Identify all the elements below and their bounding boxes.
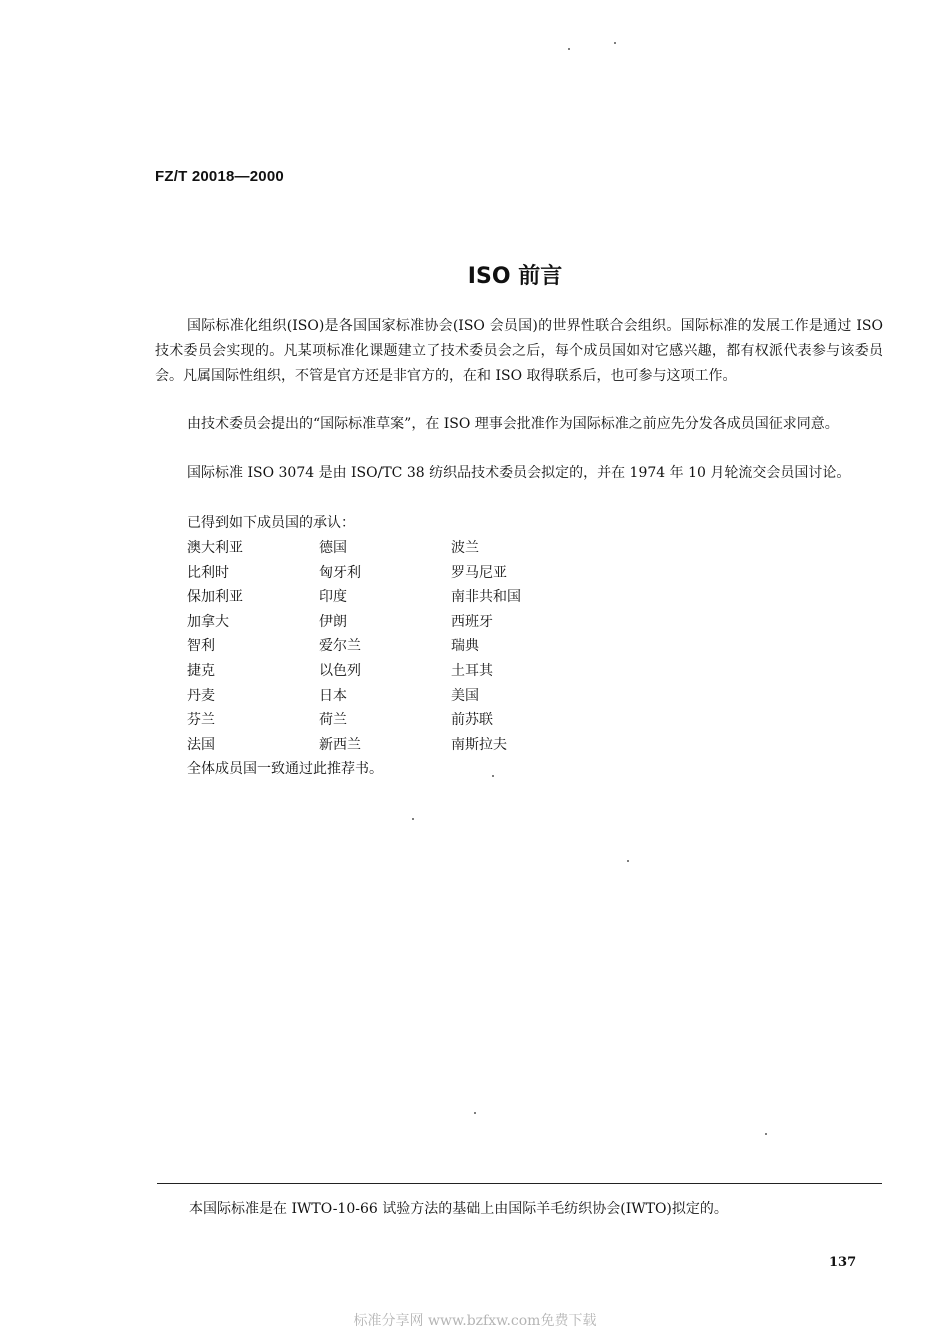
standard-code: FZ/T 20018—2000 [155,168,284,185]
country-name: 捷克 [187,662,215,679]
country-name: 印度 [319,589,347,606]
country-name: 爱尔兰 [319,638,361,655]
country-name: 丹麦 [187,687,215,704]
paragraph-iso-3074 [155,461,883,486]
page-title: ISO 前言 [467,264,563,289]
scan-speck [568,48,570,50]
country-name: 澳大利亚 [187,540,243,556]
scan-speck [765,1133,767,1135]
scan-speck [474,1112,476,1114]
paragraph-draft-standard [155,412,883,437]
country-name: 法国 [187,736,215,753]
watermark-text: 标准分享网 www.bzfxw.com免费下载 [353,1313,597,1329]
country-name: 新西兰 [319,736,361,753]
country-name: 以色列 [319,662,361,679]
accepted-intro: 已得到如下成员国的承认： [187,515,355,531]
scan-speck [412,818,414,820]
country-name: 保加利亚 [187,589,243,606]
scan-speck [614,42,616,44]
country-name: 前苏联 [451,712,493,729]
country-name: 南非共和国 [451,589,521,606]
paragraph-iso-intro [155,314,883,389]
conclusion-text: 全体成员国一致通过此推荐书。 [187,761,383,777]
country-name: 荷兰 [319,712,347,729]
country-name: 比利时 [187,564,229,581]
country-name: 罗马尼亚 [451,564,507,581]
country-name: 瑞典 [451,638,479,655]
footnote-text: 本国际标准是在 IWTO-10-66 试验方法的基础上由国际羊毛纺织协会(IWTO)拟定的。 [189,1201,728,1217]
country-name: 芬兰 [187,712,215,729]
page-number: 137 [829,1255,857,1270]
country-name: 德国 [319,540,347,556]
country-name: 美国 [451,687,479,704]
country-name: 土耳其 [451,662,493,679]
country-name: 波兰 [451,540,479,556]
paragraph-text: 由技术委员会提出的“国际标准草案”，在 ISO 理事会批准作为国际标准之前应先分发各成员国征求同意。 [187,416,839,432]
country-name: 匈牙利 [319,564,361,581]
paragraph-text: 国际标准 ISO 3074 是由 ISO/TC 38 纺织品技术委员会拟定的，并在 1974 年 10 月轮流交会员国讨论。 [187,465,851,481]
member-country-list [187,536,607,757]
country-name: 加拿大 [187,613,229,630]
scan-speck [627,860,629,862]
scan-speck [492,775,494,777]
country-name: 伊朗 [319,613,347,630]
country-name: 西班牙 [451,613,493,630]
country-name: 日本 [319,687,347,704]
country-name: 南斯拉夫 [451,736,507,753]
country-name: 智利 [187,638,215,655]
paragraph-text: 国际标准化组织(ISO)是各国国家标准协会(ISO 会员国)的世界性联合会组织。国际标准的发展工作是通过 ISO 技术委员会实现的。凡某项标准化课题建立了技术委员会之后，每个成员国如对它感兴趣，都有权派代表参与该委员会。凡属国际性组织，不管是官方还是非官方的，在和 ISO 取得联系后，也可参与这项工作。 [155,318,883,384]
footnote-divider [157,1183,882,1184]
